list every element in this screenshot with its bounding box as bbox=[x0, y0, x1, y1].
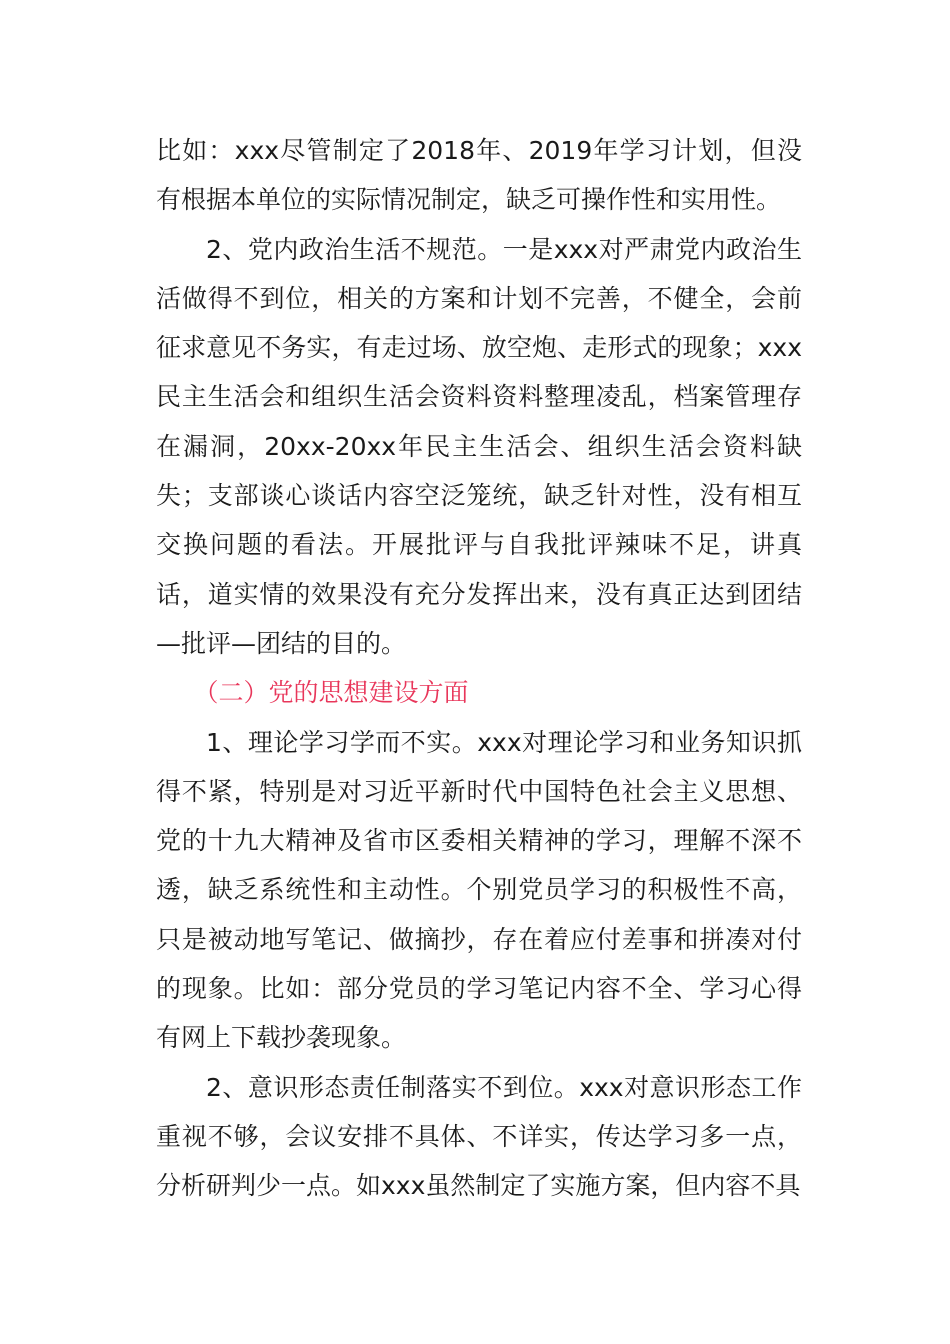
document-body bbox=[156, 126, 802, 1211]
paragraph-plan-example: 比如：xxx尽管制定了2018年、2019年学习计划，但没有根据本单位的实际情况制定，缺乏可操作性和实用性。 bbox=[156, 136, 802, 215]
paragraph-party-life: 2、党内政治生活不规范。一是xxx对严肃党内政治生活做得不到位，相关的方案和计划不完善，不健全，会前征求意见不务实，有走过场、放空炮、走形式的现象；xxx民主生活会和组织生活会资料资料整理凌乱，档案管理存在漏洞，20xx-20xx年民主生活会、组织生活会资料缺失；支部谈心谈话内容空泛笼统，缺乏针对性，没有相互交换问题的看法。开展批评与自我批评辣味不足，讲真话，道实情的效果没有充分发挥出来，没有真正达到团结—批评—团结的目的。 bbox=[156, 234, 802, 658]
section-heading-ideology: （二）党的思想建设方面 bbox=[193, 678, 469, 708]
paragraph-ideology-responsibility: 2、意识形态责任制落实不到位。xxx对意识形态工作重视不够，会议安排不具体、不详实，传达学习多一点，分析研判少一点。如xxx虽然制定了实施方案，但内容不具 bbox=[156, 1072, 802, 1201]
paragraph-theory-study: 1、理论学习学而不实。xxx对理论学习和业务知识抓得不紧，特别是对习近平新时代中国特色社会主义思想、党的十九大精神及省市区委相关精神的学习，理解不深不透，缺乏系统性和主动性。个别党员学习的积极性不高，只是被动地写笔记、做摘抄，存在着应付差事和拼凑对付的现象。比如：部分党员的学习笔记内容不全、学习心得有网上下载抄袭现象。 bbox=[156, 727, 802, 1053]
